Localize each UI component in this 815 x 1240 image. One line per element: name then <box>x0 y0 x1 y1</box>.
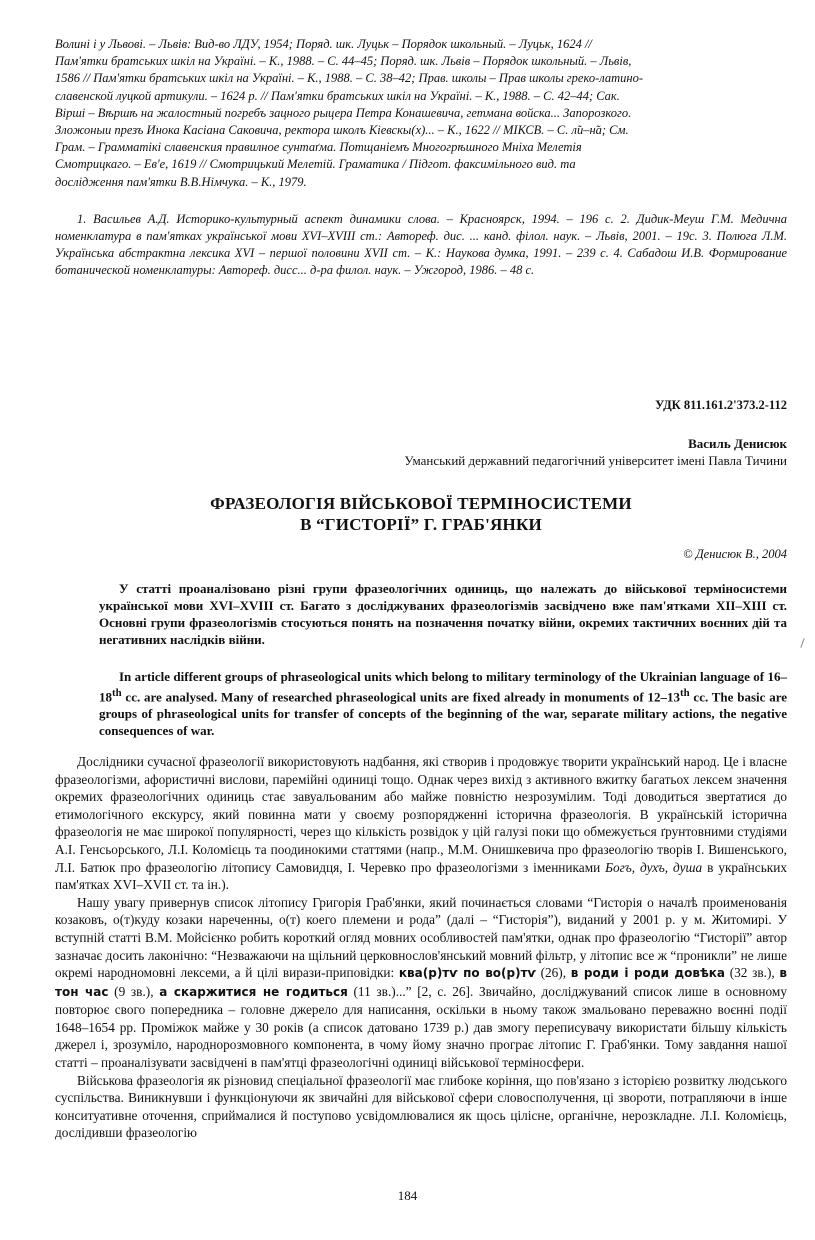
para2-tail: (11 зв.)...” [2, с. 26]. Звичайно, досліджуваний список лише в основному повторює свого попередника – головне джерело для написання, оскільки в ньому також змальовано переважно воєнні події 1648–1654 рр. Проміжок майже у 30 років (а список датовано 1739 р.) дав змогу переписувачу використати більшу кількість джерел і, зрозуміло, народнорозмовного компонента, в чому йому значно програє літопис Г. Граб'янки. Тому завдання нашої статті – проаналізувати засвідчені в пам'ятці фразеологічні одиниці військової терміносфери. <box>55 983 787 1071</box>
title-line-1: ФРАЗЕОЛОГІЯ ВІЙСЬКОВОЇ ТЕРМІНОСИСТЕМИ <box>210 493 632 513</box>
copyright-notice: © Денисюк В., 2004 <box>683 546 787 561</box>
bib-line: Зложоныи презъ Инока Касіана Саковича, ректора школъ Кіевскы(х)... – К., 1622 // МІКСВ. – С. л̃и–н̃а; См. <box>55 123 629 138</box>
church-slavonic-quote-2: в роди і роди довѣка <box>570 966 726 981</box>
article-title <box>55 493 787 535</box>
church-slavonic-quote-4: а скаржитися не годиться <box>159 984 348 999</box>
bibliography-continued <box>55 36 787 191</box>
bib-line: Волині і у Львові. – Львів: Вид-во ЛДУ, 1954; Поряд. шк. Луцьк – Порядок школьный. – Луцьк, 1624 // <box>55 37 592 51</box>
abstract-english <box>99 668 787 739</box>
abstract-en-part1: In article different groups of phraseological units which belong to military terminology of the Ukrainian language of 16–18 <box>99 668 787 704</box>
church-slavonic-quote-1: ква(р)тѵ по во(р)тѵ <box>398 966 536 981</box>
body-paragraph-1 <box>55 753 787 894</box>
bib-line: дослідження пам'ятки В.В.Німчука. – К., 1979. <box>55 174 307 189</box>
page-content <box>55 36 787 1142</box>
abstract-en-sup2: th <box>679 686 690 699</box>
bib-line: 1586 // Пам'ятки братських шкіл на Україні. – К., 1988. – С. 38–42; Прав. школы – Прав школы греко-латино- <box>55 71 643 86</box>
para1-tail: в українських пам'ятках XVI–XVII ст. та ін.). <box>55 859 787 893</box>
page-number: 184 <box>397 1188 418 1203</box>
body-paragraph-2 <box>55 894 787 1072</box>
references-list: 1. Васильев А.Д. Историко-культурный аспект динамики слова. – Красноярск, 1994. – 196 с. 2. Дидик-Меуш Г.М. Медична номенклатура в пам'ятках української мови XVI–XVIII ст.: Автореф. дис. ... канд. філол. наук. – Львів, 2001. – 19с. 3. Полюга Л.М. Українська абстрактна лексика XVI – першої половини XVII ст. – К.: Наукова думка, 1991. – 239 с. 4. Сабадош И.В. Формирование ботанической номенклатуры: Автореф. дисс... д-ра филол. наук. – Ужгород, 1986. – 48 с. <box>55 211 787 278</box>
bib-line: славенской луцкой артикули. – 1624 р. // Пам'ятки братських шкіл на Україні. – К., 1988. – С. 42–44; Сак. <box>55 88 620 103</box>
title-line-2: В “ГИСТОРІЇ” Г. ГРАБ'ЯНКИ <box>300 514 542 534</box>
abstract-en-part3: cc. The basic are groups of phraseological units for transfer of concepts of the beginning of the war, separate military actions, the negative consequences of war. <box>99 688 787 738</box>
para2-mid3: (9 зв.), <box>108 983 160 999</box>
article-body <box>55 753 787 1142</box>
udc-code: УДК 811.161.2'373.2-112 <box>655 397 787 412</box>
body-paragraph-3: Військова фразеологія як різновид спеціальної фразеології має глибоке коріння, що пов'язано з історією розвитку людського суспільства. Виникнувши і функціонуючи як звичайні для військової сфери словосполучення, ці звороти, потрапляючи в інше конситуативне оточення, сприймалися й поступово усвідомлювалися як щось цілісне, органічне, нерозкладне. Л.І. Коломієць, дослідивши фразеологію <box>55 1072 787 1141</box>
para2-mid1: (26), <box>535 965 571 981</box>
para2-mid2: (32 зв.), <box>725 965 780 981</box>
abstract-en-sup1: th <box>112 686 122 699</box>
bib-line: Смотрицкаго. – Ев'е, 1619 // Смотрицький Мелетій. Граматика / Підгот. факсимільного вид. та <box>55 157 576 172</box>
abstract-en-part2: cc. are analysed. Many of researched phraseological units are fixed already in monuments of 12–13 <box>121 688 680 704</box>
author-affiliation: Уманський державний педагогічний університет імені Павла Тичини <box>404 452 787 468</box>
margin-mark <box>800 638 804 648</box>
para1-text: Дослідники сучасної фразеології використовують надбання, які створив і продовжує творити український народ. Це і власне фразеологізми, афористичні вислови, паремійні одиниці тощо. Однак через вихід з активного вжитку багатьох лексем значення окремих фразеологічних одиниць стає завуальованим або майже повністю незрозумілим. Тоді доводиться звертатися до етимологічного екскурсу, який повинна мати у своєму розпорядженні історична фразеологія. В українській історична фразеологія не має широкої популярності, через що кількість розвідок у цій галузі поки що обмежується ґрунтовними студіями А.І. Генсьорського, Л.І. Коломієць та поодинокими статтями (напр., М.М. Онишкевича про фразеологію творів І. Вишенського, Л.І. Батюк про фразеологію літопису Самовидця, І. Черевко про фразеологізми з іменниками <box>55 753 787 875</box>
bib-line: Пам'ятки братських шкіл на Україні. – К., 1988. – С. 44–45; Поряд. шк. Львів – Порядок школьный. – Львів, <box>55 54 632 69</box>
bib-line: Грам. – Грамматікі славенския правилное сунтаґма. Потщаніемъ Многогрѣшного Мніха Мелетія <box>55 140 582 155</box>
para2-text: Нашу увагу привернув список літопису Григорія Граб'янки, який починається словами “Гисторія о началѣ проименованія козаковъ, о(т)куду козаки нареченны, о(т) коего племени и рода” (далі – “Гисторія”), виданий у 2001 р. у м. Житомирі. У вступній статті В.М. Мойсієнко робить короткий огляд мовних особливостей пам'ятки, однак про фразеологію “Гисторії” автор зазначає досить лаконічно: “Незважаючи на щільний церковнослов'янський мовний фільтр, у літопис все ж “проникли” не лише окремі народномовні лексеми, а й цілі вирази-приповідки: <box>55 894 787 981</box>
author-name: Василь Денисюк <box>688 435 787 451</box>
abstract-ukrainian: У статті проаналізовано різні групи фразеологічних одиниць, що належать до військової терміносистеми української мови XVI–XVIII ст. Багато з досліджуваних фразеологізмів засвідчено вже пам'ятками XII–XIII ст. Основні групи фразеологізмів стосуються понять на позначення початку війни, окремих тактичних воєнних дій та негативних наслідків війни. <box>99 580 787 647</box>
bib-line: Вірші – Вѣршѣ на жалостный погребъ зацного рыцера Петра Конашевича, гетмана войска... Запорозкого. <box>55 105 632 120</box>
church-slavonic-quote-3: в тон час <box>55 966 787 999</box>
para1-italic-terms: Богъ, духъ, душа <box>605 859 703 875</box>
